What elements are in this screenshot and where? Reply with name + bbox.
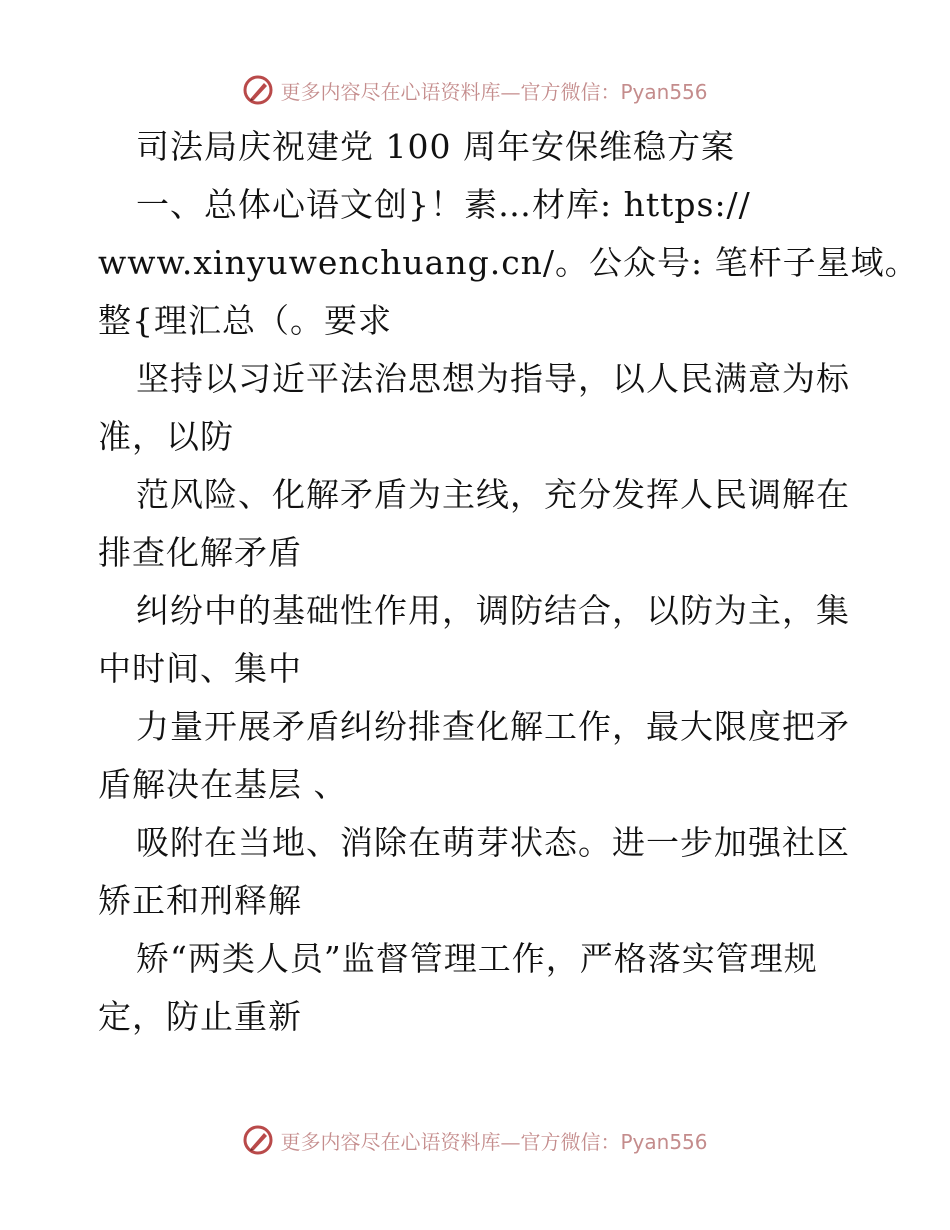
paragraph-line: 范风险、化解矛盾为主线，充分发挥人民调解在 [136, 475, 850, 514]
paragraph-line: 一、总体心语文创}！素…材库: https:// [136, 185, 751, 224]
paragraph-line: 力量开展矛盾纠纷排查化解工作，最大限度把矛 [136, 707, 850, 746]
wechat-id: Pyan556 [620, 79, 708, 104]
header-banner [0, 70, 950, 110]
pen-logo-icon [242, 1124, 274, 1156]
wechat-id: Pyan556 [620, 1129, 708, 1154]
paragraph-line: 矫“两类人员”监督管理工作，严格落实管理规 [136, 939, 818, 978]
document-body [98, 118, 919, 1046]
paragraph-line: 纠纷中的基础性作用，调防结合，以防为主，集 [136, 591, 850, 630]
paragraph-line: www.xinyuwenchuang.cn/。公众号: 笔杆子星域。 [98, 243, 919, 282]
paragraph-line: 整{理汇总（。要求 [98, 301, 392, 340]
paragraph-line: 矫正和刑释解 [98, 881, 302, 920]
paragraph-line: 准，以防 [98, 417, 234, 456]
paragraph-line: 中时间、集中 [98, 649, 302, 688]
footer-banner [0, 1120, 950, 1160]
paragraph-line: 盾解决在基层 、 [98, 765, 348, 804]
paragraph-line: 排查化解矛盾 [98, 533, 302, 572]
header-banner-text: 更多内容尽在心语资料库—官方微信：Pyan556 [280, 79, 708, 104]
pen-logo-icon [242, 74, 274, 106]
paragraph-line: 坚持以习近平法治思想为指导，以人民满意为标 [136, 359, 850, 398]
footer-banner-text: 更多内容尽在心语资料库—官方微信：Pyan556 [280, 1129, 708, 1154]
paragraph-line: 吸附在当地、消除在萌芽状态。进一步加强社区 [136, 823, 850, 862]
document-title: 司法局庆祝建党 100 周年安保维稳方案 [136, 127, 735, 166]
paragraph-line: 定，防止重新 [98, 997, 302, 1036]
